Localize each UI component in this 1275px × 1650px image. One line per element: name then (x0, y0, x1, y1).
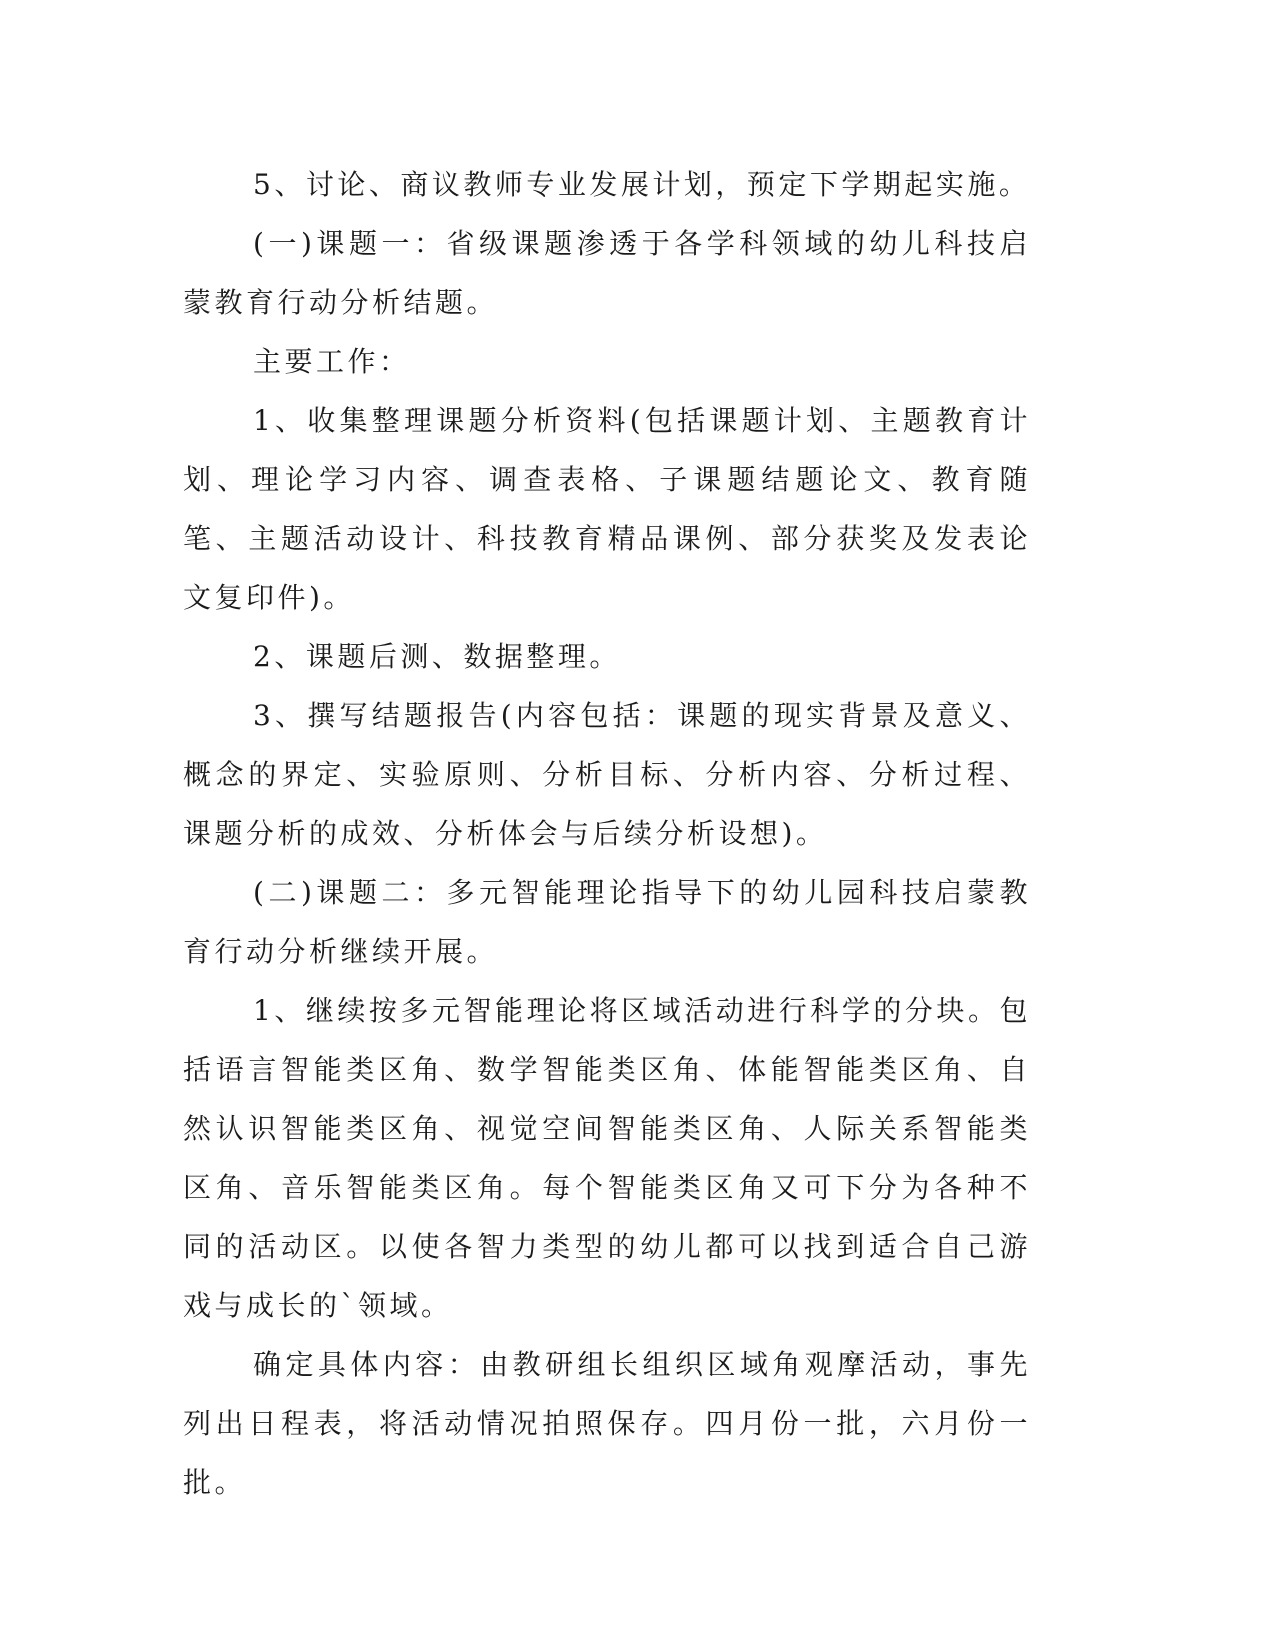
paragraph-item-1-collect: 1、收集整理课题分析资料(包括课题计划、主题教育计划、理论学习内容、调查表格、子课题结题论文、教育随笔、主题活动设计、科技教育精品课例、部分获奖及发表论文复印件)。 (183, 404, 1031, 614)
paragraph-item-2-posttest: 2、课题后测、数据整理。 (253, 640, 621, 673)
paragraph-specific-content: 确定具体内容：由教研组长组织区域角观摩活动，事先列出日程表，将活动情况拍照保存。四月份一批，六月份一批。 (183, 1348, 1031, 1499)
paragraph-topic-one-heading: (一)课题一：省级课题渗透于各学科领域的幼儿科技启蒙教育行动分析结题。 (183, 227, 1031, 319)
paragraph-item-5-discussion: 5、讨论、商议教师专业发展计划，预定下学期起实施。 (253, 168, 1031, 201)
paragraph-main-work-label: 主要工作： (253, 345, 411, 378)
document-body (183, 155, 1031, 1512)
paragraph-topic-two-heading: (二)课题二：多元智能理论指导下的幼儿园科技启蒙教育行动分析继续开展。 (183, 876, 1031, 968)
paragraph-item-3-report: 3、撰写结题报告(内容包括：课题的现实背景及意义、概念的界定、实验原则、分析目标、分析内容、分析过程、课题分析的成效、分析体会与后续分析设想)。 (183, 699, 1031, 850)
paragraph-item-1-areas: 1、继续按多元智能理论将区域活动进行科学的分块。包括语言智能类区角、数学智能类区角、体能智能类区角、自然认识智能类区角、视觉空间智能类区角、人际关系智能类区角、音乐智能类区角。每个智能类区角又可下分为各种不同的活动区。以使各智力类型的幼儿都可以找到适合自己游戏与成长的`领域。 (183, 994, 1031, 1322)
